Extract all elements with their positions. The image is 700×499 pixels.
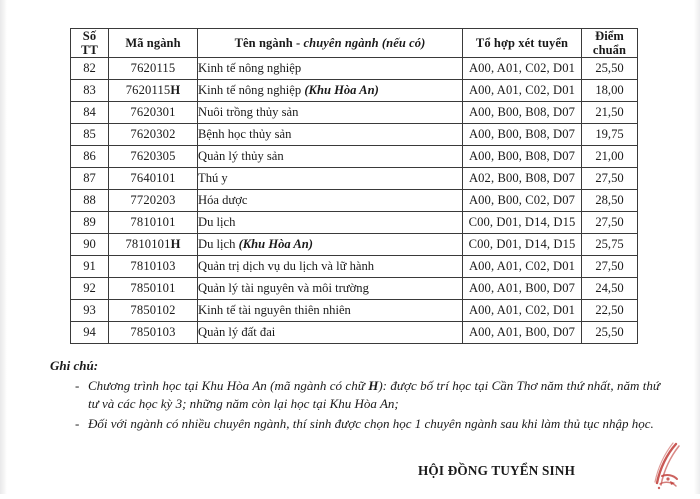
major-name-value: Kinh tế tài nguyên thiên nhiên: [198, 303, 351, 317]
red-stamp-fragment: [646, 438, 692, 494]
major-name-value: Kinh tế nông nghiệp: [198, 83, 305, 97]
note-item: [75, 415, 660, 433]
column-header-major-code: Mã ngành: [109, 29, 198, 58]
column-header-major-name-plain: Tên ngành -: [234, 36, 304, 50]
cell-benchmark-score: 19,75: [582, 124, 638, 146]
cell-major-code: [109, 190, 198, 212]
cell-major-name: [198, 58, 463, 80]
major-name-value: Quản lý tài nguyên và môi trường: [198, 281, 369, 295]
scan-edge-right: [694, 0, 700, 494]
major-name-value: Bệnh học thủy sản: [198, 127, 292, 141]
major-code-value: 7850101: [130, 281, 176, 295]
cell-stt: 87: [71, 168, 109, 190]
major-code-value: 7640101: [130, 171, 176, 185]
major-code-value: 7720203: [130, 193, 176, 207]
table-row: [71, 80, 638, 102]
note-text-part2: ): được bố trí học tại Cần Thơ năm thứ nhất, năm thứ tư và các học kỳ 3; những năm còn lại học tại Khu Hòa An;: [88, 378, 660, 412]
major-name-value: Nuôi trồng thủy sản: [198, 105, 299, 119]
major-code-value: 7850103: [130, 325, 176, 339]
cell-benchmark-score: 27,50: [582, 256, 638, 278]
cell-benchmark-score: 24,50: [582, 278, 638, 300]
table-row: [71, 300, 638, 322]
scan-edge-left: [0, 0, 7, 494]
cell-subject-combination: A00, A01, C02, D01: [463, 58, 582, 80]
table-row: [71, 212, 638, 234]
table-row: [71, 234, 638, 256]
notes-list: [50, 377, 660, 433]
column-header-stt-line2: TT: [81, 43, 98, 57]
cell-subject-combination: A02, B00, B08, D07: [463, 168, 582, 190]
major-name-value: Hóa dược: [198, 193, 248, 207]
table-body: [71, 58, 638, 344]
cell-benchmark-score: 25,75: [582, 234, 638, 256]
column-header-score-line2: chuẩn: [592, 43, 627, 57]
major-name-value: Kinh tế nông nghiệp: [198, 61, 302, 75]
major-code-value: 7620305: [130, 149, 176, 163]
table-header-row: [71, 29, 638, 58]
note-text-part1: Chương trình học tại Khu Hòa An (mã ngành có chữ: [88, 378, 369, 393]
major-name-value: Du lịch: [198, 215, 236, 229]
table-row: [71, 168, 638, 190]
table-row: [71, 58, 638, 80]
major-code-value: 7620115: [130, 61, 176, 75]
cell-major-name: [198, 256, 463, 278]
cell-major-code: [109, 300, 198, 322]
cell-benchmark-score: 27,50: [582, 212, 638, 234]
cell-major-name: [198, 300, 463, 322]
admissions-table: [70, 28, 638, 344]
column-header-major-name-italic: chuyên ngành (nếu có): [303, 36, 426, 50]
cell-major-name: [198, 322, 463, 344]
cell-major-code: [109, 212, 198, 234]
note-text-emphasis: H: [368, 378, 379, 393]
cell-benchmark-score: 21,50: [582, 102, 638, 124]
cell-benchmark-score: 25,50: [582, 322, 638, 344]
cell-major-name: [198, 190, 463, 212]
cell-subject-combination: A00, B00, B08, D07: [463, 102, 582, 124]
cell-major-code: [109, 80, 198, 102]
table-row: [71, 124, 638, 146]
cell-subject-combination: A00, A01, C02, D01: [463, 256, 582, 278]
cell-major-name: [198, 102, 463, 124]
cell-benchmark-score: 18,00: [582, 80, 638, 102]
column-header-score-line1: Điểm: [595, 29, 624, 43]
cell-major-name: [198, 212, 463, 234]
note-bullet-dash: -: [75, 415, 80, 431]
cell-major-name: [198, 234, 463, 256]
cell-benchmark-score: 22,50: [582, 300, 638, 322]
major-code-value: 7810101: [125, 237, 171, 251]
cell-subject-combination: A00, B00, B08, D07: [463, 146, 582, 168]
cell-major-name: [198, 146, 463, 168]
major-name-value: Du lịch: [198, 237, 239, 251]
cell-major-code: [109, 234, 198, 256]
cell-subject-combination: A00, A01, C02, D01: [463, 80, 582, 102]
column-header-subject-combination: Tổ hợp xét tuyển: [463, 29, 582, 58]
note-text: [88, 415, 660, 433]
cell-stt: 91: [71, 256, 109, 278]
column-header-stt-line1: Số: [82, 29, 97, 43]
cell-major-code: [109, 322, 198, 344]
cell-benchmark-score: 21,00: [582, 146, 638, 168]
cell-major-name: [198, 168, 463, 190]
cell-subject-combination: C00, D01, D14, D15: [463, 234, 582, 256]
cell-stt: 88: [71, 190, 109, 212]
cell-subject-combination: A00, A01, B00, D07: [463, 322, 582, 344]
table-row: [71, 322, 638, 344]
cell-stt: 86: [71, 146, 109, 168]
cell-stt: 85: [71, 124, 109, 146]
cell-major-code: [109, 102, 198, 124]
major-name-campus-note: (Khu Hòa An): [304, 83, 379, 97]
table-row: [71, 278, 638, 300]
major-code-value: 7810101: [130, 215, 176, 229]
major-code-value: 7850102: [130, 303, 176, 317]
note-bullet-dash: -: [75, 378, 80, 393]
notes-title: Ghi chú:: [50, 358, 99, 373]
major-name-value: Quản trị dịch vụ du lịch và lữ hành: [198, 259, 375, 273]
cell-subject-combination: A00, A01, C02, D01: [463, 300, 582, 322]
note-text-part1: Đối với ngành có nhiều chuyên ngành, thí sinh được chọn học 1 chuyên ngành sau khi làm thủ tục nhập học.: [88, 415, 654, 431]
notes-section: [50, 358, 660, 434]
table-row: [71, 190, 638, 212]
column-header-major-name: [198, 29, 463, 58]
cell-benchmark-score: 27,50: [582, 168, 638, 190]
major-code-value: 7620301: [130, 105, 176, 119]
table-row: [71, 102, 638, 124]
cell-subject-combination: A00, A01, B00, D07: [463, 278, 582, 300]
admissions-table-container: [70, 28, 637, 344]
major-code-value: 7620115: [125, 83, 171, 97]
table-row: [71, 256, 638, 278]
cell-major-code: [109, 278, 198, 300]
table-row: [71, 146, 638, 168]
cell-stt: 89: [71, 212, 109, 234]
cell-major-code: [109, 58, 198, 80]
cell-stt: 84: [71, 102, 109, 124]
table-header: [71, 29, 638, 58]
cell-subject-combination: A00, B00, C02, D07: [463, 190, 582, 212]
cell-subject-combination: C00, D01, D14, D15: [463, 212, 582, 234]
cell-major-name: [198, 80, 463, 102]
major-code-value: 7810103: [130, 259, 176, 273]
cell-subject-combination: A00, B00, B08, D07: [463, 124, 582, 146]
cell-benchmark-score: 25,50: [582, 58, 638, 80]
note-item: [75, 377, 660, 414]
cell-benchmark-score: 28,50: [582, 190, 638, 212]
cell-major-code: [109, 124, 198, 146]
major-name-campus-note: (Khu Hòa An): [238, 237, 313, 251]
major-name-value: Quản lý thủy sản: [198, 149, 284, 163]
major-name-value: Quản lý đất đai: [198, 325, 276, 339]
cell-major-name: [198, 278, 463, 300]
cell-major-code: [109, 146, 198, 168]
cell-stt: 82: [71, 58, 109, 80]
signature-block: HỘI ĐỒNG TUYỂN SINH: [417, 463, 576, 478]
major-code-suffix: H: [170, 237, 181, 251]
cell-stt: 93: [71, 300, 109, 322]
major-name-value: Thú y: [198, 171, 228, 185]
column-header-stt: [71, 29, 109, 58]
cell-stt: 83: [71, 80, 109, 102]
note-text: [88, 377, 660, 414]
cell-stt: 94: [71, 322, 109, 344]
cell-major-name: [198, 124, 463, 146]
cell-major-code: [109, 168, 198, 190]
column-header-benchmark-score: [582, 29, 638, 58]
major-code-suffix: H: [170, 83, 181, 97]
cell-stt: 92: [71, 278, 109, 300]
cell-stt: 90: [71, 234, 109, 256]
cell-major-code: [109, 256, 198, 278]
major-code-value: 7620302: [130, 127, 176, 141]
